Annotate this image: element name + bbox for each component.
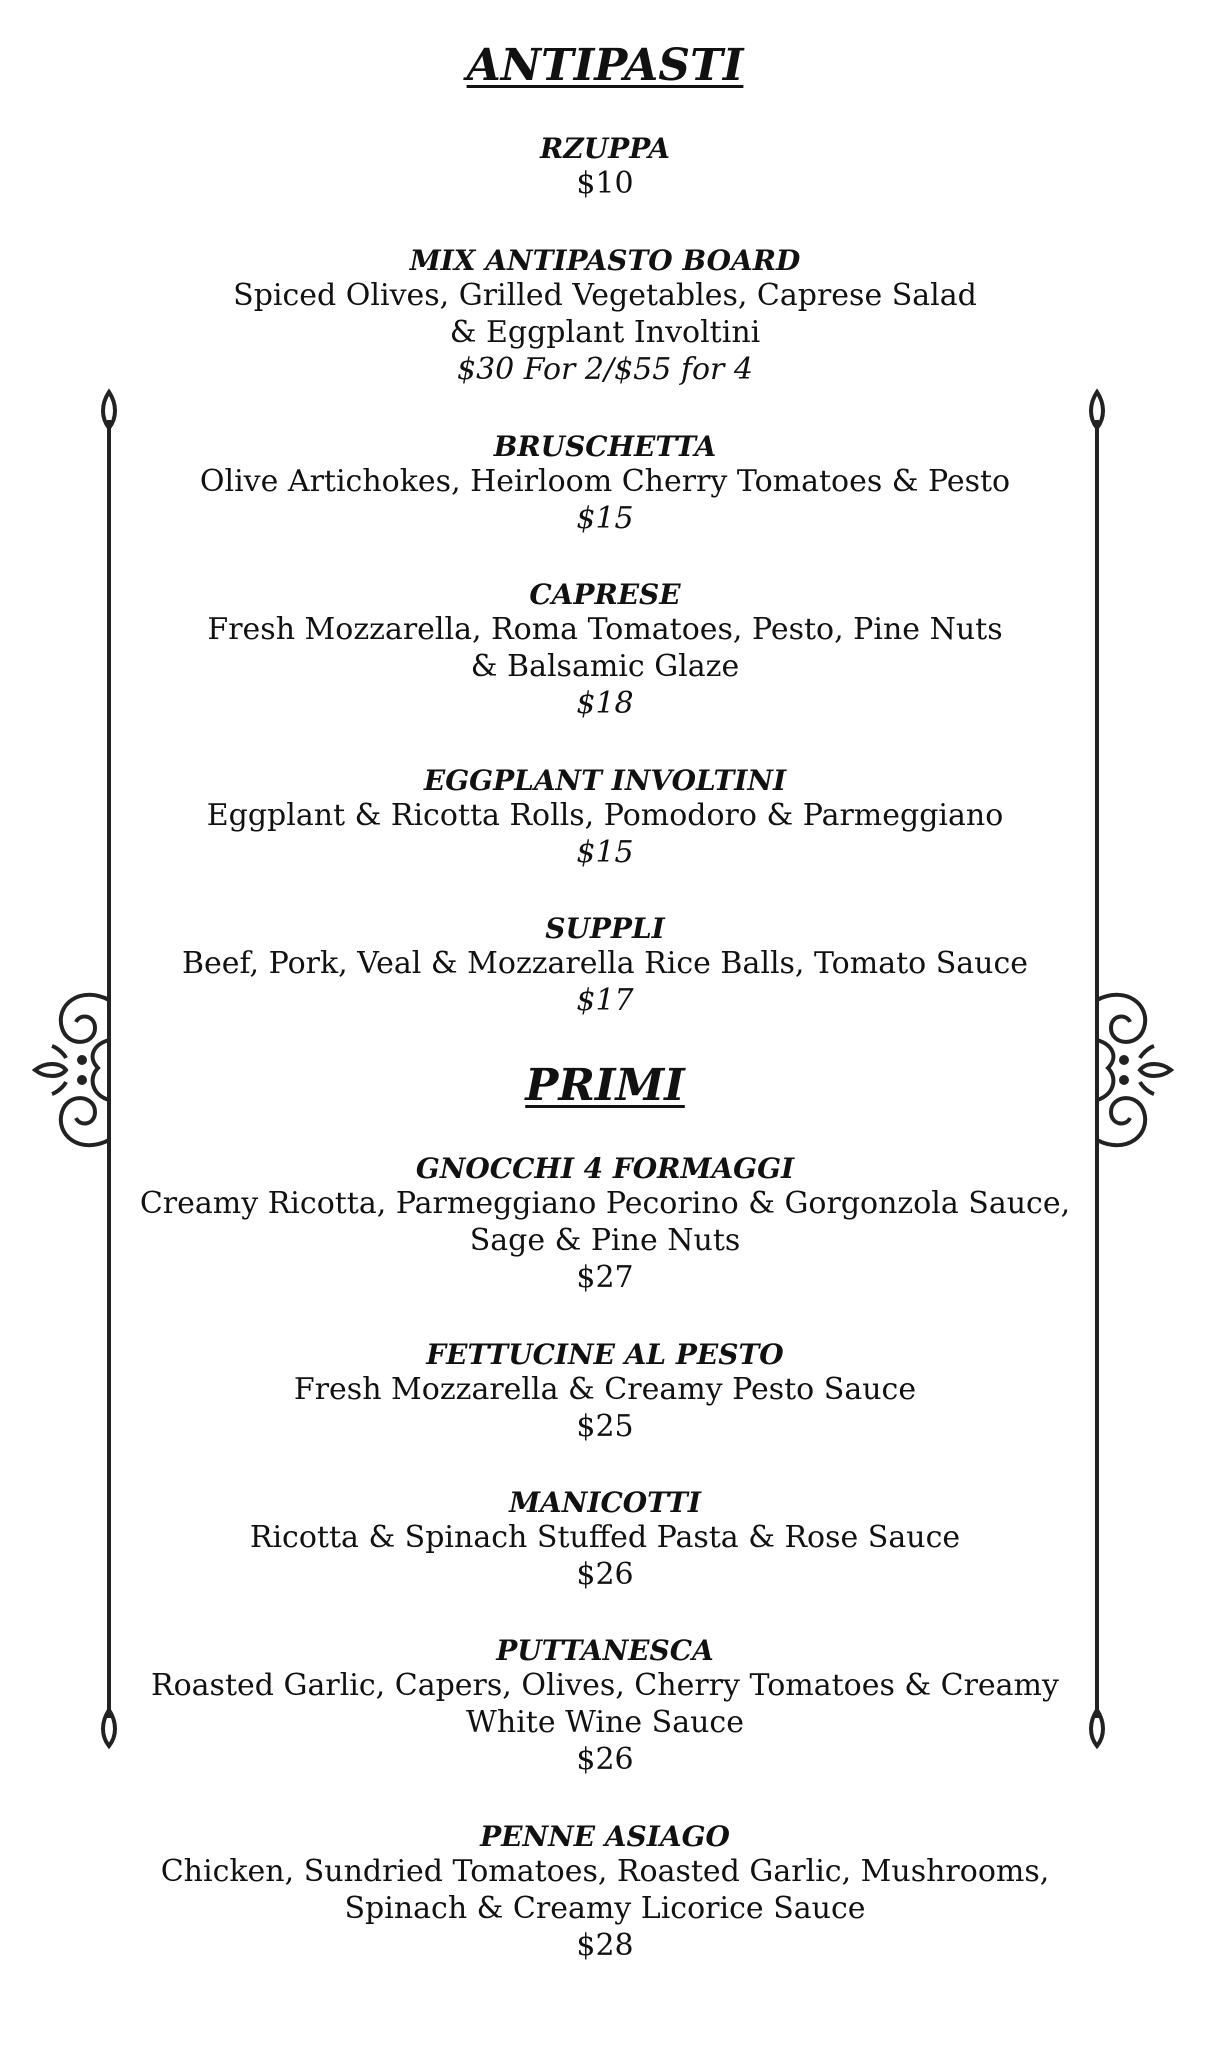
item-description: Roasted Garlic, Capers, Olives, Cherry Tomatoes & Creamy (151, 1668, 1059, 1703)
item-price: $15 (576, 501, 634, 536)
item-description: Olive Artichokes, Heirloom Cherry Tomatoes & Pesto (199, 464, 1011, 499)
section-heading-antipasti: ANTIPASTI (466, 40, 744, 91)
section-heading-primi: PRIMI (525, 1060, 685, 1111)
item-name: CAPRESE (529, 578, 681, 611)
item-name: SUPPLI (545, 912, 665, 945)
item-name: PENNE ASIAGO (480, 1820, 730, 1853)
item-description: & Eggplant Involtini (449, 315, 761, 350)
item-description: Fresh Mozzarella & Creamy Pesto Sauce (293, 1372, 917, 1407)
item-name: MANICOTTI (509, 1486, 701, 1519)
item-name: BRUSCHETTA (493, 430, 717, 463)
item-price: $26 (576, 1742, 634, 1777)
item-price: $27 (576, 1260, 634, 1295)
item-price: $25 (576, 1409, 634, 1444)
item-description: Chicken, Sundried Tomatoes, Roasted Garlic, Mushrooms, (160, 1854, 1050, 1889)
item-description: Spiced Olives, Grilled Vegetables, Caprese Salad (233, 278, 977, 313)
item-description: Creamy Ricotta, Parmeggiano Pecorino & Gorgonzola Sauce, (139, 1186, 1071, 1221)
item-name: GNOCCHI 4 FORMAGGI (415, 1152, 795, 1185)
item-name: EGGPLANT INVOLTINI (423, 764, 787, 797)
item-price: $26 (576, 1557, 634, 1592)
item-name: RZUPPA (540, 132, 670, 165)
item-price: $17 (576, 983, 634, 1018)
item-price: $10 (576, 166, 634, 201)
item-description: Ricotta & Spinach Stuffed Pasta & Rose Sauce (249, 1520, 961, 1555)
item-name: FETTUCINE AL PESTO (426, 1338, 784, 1371)
item-name: MIX ANTIPASTO BOARD (409, 244, 801, 277)
item-price: $15 (576, 835, 634, 870)
item-description: Sage & Pine Nuts (469, 1223, 741, 1258)
item-description: & Balsamic Glaze (470, 649, 740, 684)
item-price: $30 For 2/$55 for 4 (456, 352, 754, 387)
item-description: Spinach & Creamy Licorice Sauce (344, 1891, 866, 1926)
item-price: $18 (576, 686, 634, 721)
item-description: Beef, Pork, Veal & Mozzarella Rice Balls, Tomato Sauce (181, 946, 1029, 981)
item-description: Fresh Mozzarella, Roma Tomatoes, Pesto, Pine Nuts (207, 612, 1003, 647)
item-name: PUTTANESCA (496, 1634, 714, 1667)
item-description: White Wine Sauce (466, 1705, 744, 1740)
item-description: Eggplant & Ricotta Rolls, Pomodoro & Parmeggiano (206, 798, 1004, 833)
item-price: $28 (576, 1928, 634, 1963)
